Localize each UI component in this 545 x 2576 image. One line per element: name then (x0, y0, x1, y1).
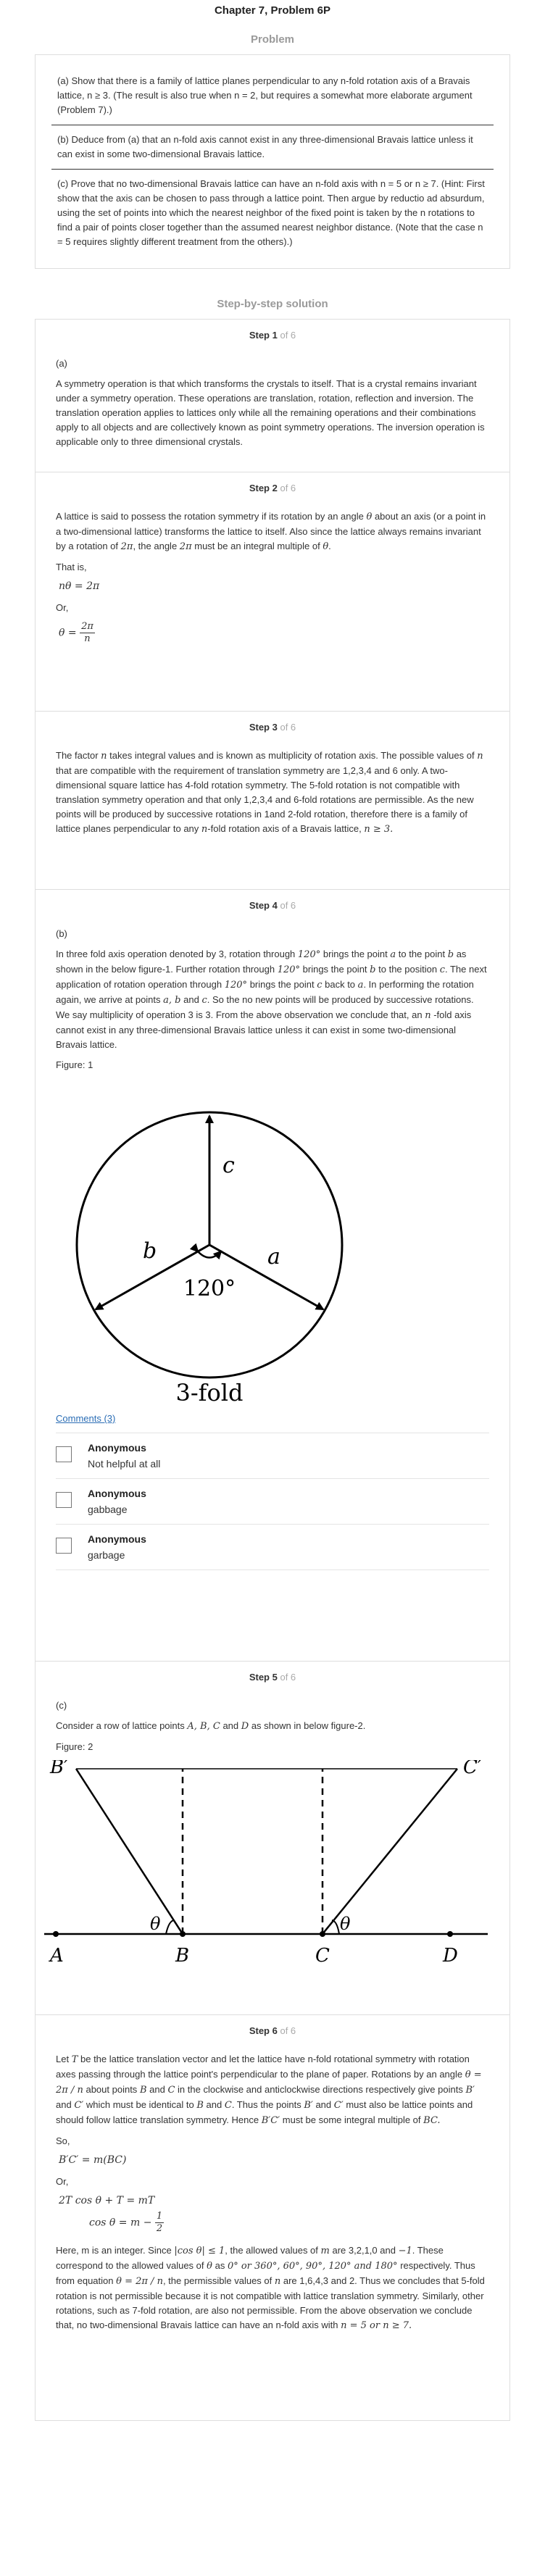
label-theta-b: θ (150, 1914, 161, 1934)
step-6 (36, 2014, 509, 2420)
step-title (56, 722, 489, 733)
figure-2-lattice-row-diagram (41, 1760, 491, 1970)
chapter-title: Chapter 7, Problem 6P (214, 4, 331, 17)
step-text: In three fold axis operation denoted by 3, rotation through 120° brings the point a to the point b as shown in the below figure-1. Further rotation through 120° brings the point b to the position c. The next application of rotation operation through 120° brings the point c back to a. In performing the rotation again, we arrive at points a, b and c. So the no new points will be produced by successive rotations. We say multiplicity of operation 3 is 3. From the above observation we conclude that, an n -fold axis cannot exist in any three-dimensional Bravais lattice unless it can exist in some two-dimensional Bravais lattice. (56, 949, 487, 1050)
step-number: Step 2 (249, 483, 278, 493)
problem-part-b: (b) Deduce from (a) that an n-fold axis cannot exist in any three-dimensional Bravais lattice unless it can exist in some two-dimensional Bravais lattice. (51, 125, 494, 169)
comment-item (56, 1478, 489, 1524)
or-label: Or, (56, 602, 69, 613)
comment-item (56, 1524, 489, 1570)
step-1 (36, 320, 509, 472)
step-2 (36, 472, 509, 711)
comment-item (56, 1433, 489, 1478)
problem-card (35, 54, 510, 269)
step-text: A symmetry operation is that which transforms the crystals to itself. That is a crystal remains invariant under a symmetry operation. These operations are translation, rotation, reflection and inversion. The translation operation applies to lattices only while all the remaining operations and their combinations apply to all objects and are collectively known as point symmetry operations. The inversion operation is applicable only to three dimensional crystals. (56, 378, 485, 447)
step-of-total: of 6 (280, 900, 296, 911)
segment-ccp (323, 1769, 457, 1934)
problem-heading: Problem (250, 33, 294, 46)
segment-bbp (76, 1769, 183, 1934)
label-bp: B′ (50, 1760, 69, 1778)
step-title (56, 1672, 489, 1683)
label-c: c (222, 1153, 235, 1178)
comment-checkbox[interactable] (56, 1492, 72, 1508)
step-text: Let T be the lattice translation vector and let the lattice have n-fold rotational symmetry with rotation axes passing through the lattice point's perpendicular to the plane of paper. Rotations by an angle θ = 2π / n about points B and C in the clockwise and anticlockwise directions respectively give points B′ and C′ which must be identical to B and C. Thus the points B′ and C′ must also be lattice points and should follow lattice translation symmetry. Hence B′C′ must be some integral multiple of BC. (56, 2054, 482, 2126)
step-number: Step 4 (249, 900, 278, 911)
step-of-total: of 6 (280, 2025, 296, 2036)
label-c: C (315, 1945, 330, 1967)
equation-1: nθ = 2π (59, 580, 100, 592)
label-a: A (50, 1945, 64, 1967)
problem-part-c: (c) Prove that no two-dimensional Bravais lattice can have an n-fold axis with n = 5 or n ≥ 7. (Hint: First show that the axis can be chosen to pass through a lattice point. Then argue by reductio ad absurdum, using the set of points into which the nearest neighbor of the fixed point is taken by the n rotations to find a pair of points closer together than the assumed nearest neighbor distance. (Note that the case n = 5 requires slightly different treatment from the others).) (51, 169, 494, 257)
label-theta-c: θ (340, 1914, 351, 1934)
equation-1: B′C′ = m(BC) (59, 2154, 127, 2166)
so-label: So, (56, 2135, 70, 2146)
label-a: a (267, 1244, 280, 1270)
figure-1-label: Figure: 1 (56, 1059, 93, 1070)
point-b (180, 1931, 186, 1937)
part-label: (a) (56, 358, 67, 369)
step-of-total: of 6 (280, 722, 296, 733)
equation-3: cos θ = m − $\frac{1}{2}$ (89, 2211, 163, 2234)
comment-text: garbage (88, 1549, 125, 1561)
step-number: Step 6 (249, 2025, 278, 2036)
step-number: Step 3 (249, 722, 278, 733)
step-of-total: of 6 (280, 330, 296, 341)
comment-text: gabbage (88, 1504, 128, 1515)
point-a (53, 1931, 59, 1937)
point-d (447, 1931, 453, 1937)
comment-author: Anonymous (88, 1533, 146, 1545)
comment-checkbox[interactable] (56, 1446, 72, 1462)
equation-2: 2T cos θ + T = mT (59, 2195, 155, 2206)
label-cp: C′ (463, 1760, 482, 1778)
label-b: B (175, 1945, 190, 1967)
step-title (56, 900, 489, 911)
equation-2: θ = $\frac{2\pi}{n}$ (59, 621, 93, 644)
that-is-label: That is, (56, 562, 87, 572)
step-text: The factor n takes integral values and is known as multiplicity of rotation axis. The possible values of n that are compatible with the requirement of translation symmetry are 1,2,3,4 and 6 only. A two-dimensional square lattice has 4-fold rotation symmetry. The 5-fold rotation is not compatible with translation symmetry operation and that only 1,2,3,4 and 6-fold rotations are permissible. As the new points will be produced by successive rotations in 1and 2-fold rotation, therefore there is a family of lattice planes perpendicular to any n-fold rotation axis of a Bravais lattice, n ≥ 3. (56, 750, 483, 835)
or-label: Or, (56, 2176, 69, 2187)
step-conclusion: Here, m is an integer. Since |cos θ| ≤ 1, the allowed values of m are 3,2,1,0 and −1. These correspond to the allowed values of θ as 0° or 360°, 60°, 90°, 120° and 180° respectively. Thus from equation θ = 2π / n, the permissible values of n are 1,6,4,3 and 2. Thus we concludes that 5-fold rotation is not permissible because it is not compatible with lattice translation symmetry. Similarly, other rotations, such as 7-fold rotation, are also not permissible. From the above observation we conclude that, no two-dimensional Bravais lattice can have an n-fold axis with n = 5 or n ≥ 7. (56, 2245, 485, 2331)
steps-container (35, 319, 510, 2421)
comment-checkbox[interactable] (56, 1538, 72, 1554)
comment-author: Anonymous (88, 1488, 146, 1499)
step-number: Step 5 (249, 1672, 278, 1683)
comments-link[interactable]: Comments (3) (56, 1413, 116, 1424)
comment-text: Not helpful at all (88, 1458, 161, 1470)
step-number: Step 1 (249, 330, 278, 341)
step-text: A lattice is said to possess the rotation symmetry if its rotation by an angle θ about an axis (or a point in a two-dimensional lattice) transforms the lattice to itself. Also since the lattice always remains invariant by a rotation of 2π, the angle 2π must be an integral multiple of θ. (56, 511, 486, 552)
step-of-total: of 6 (280, 1672, 296, 1683)
label-b: b (143, 1238, 157, 1264)
step-4 (36, 889, 509, 1661)
comment-author: Anonymous (88, 1442, 146, 1454)
figure-caption: 3-fold (175, 1379, 244, 1404)
problem-part-a: (a) Show that there is a family of lattice planes perpendicular to any n-fold rotation axis of a Bravais lattice, n ≥ 3. (The result is also true when n = 2, but requires a somewhat more elaborate argument (Problem 7).) (57, 75, 473, 115)
step-title (56, 330, 489, 341)
step-of-total: of 6 (280, 483, 296, 493)
angle-arc-b (166, 1920, 174, 1934)
step-5 (36, 1661, 509, 2014)
label-angle: 120° (183, 1276, 236, 1301)
label-d: D (443, 1945, 458, 1967)
step-3 (36, 711, 509, 889)
figure-1-three-fold-diagram (56, 1078, 367, 1404)
figure-2-label: Figure: 2 (56, 1741, 93, 1752)
step-text: Consider a row of lattice points A, B, C and D as shown in below figure-2. (56, 1720, 366, 1732)
comments-list (56, 1433, 489, 1570)
solution-heading: Step-by-step solution (217, 298, 328, 310)
point-c (320, 1931, 325, 1937)
angle-arc (198, 1251, 221, 1258)
step-title (56, 2025, 489, 2036)
part-label: (b) (56, 928, 67, 939)
part-label: (c) (56, 1700, 67, 1711)
step-title (56, 483, 489, 493)
